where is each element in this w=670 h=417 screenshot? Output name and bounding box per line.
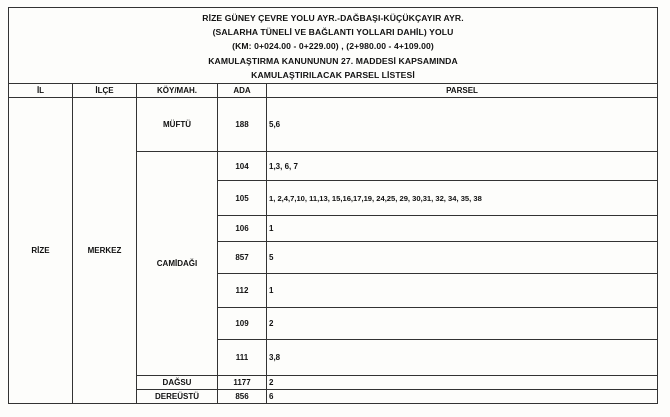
table-header-row: [9, 84, 658, 98]
cell-parsel: 6: [267, 390, 658, 404]
cell-ada: 1177: [218, 376, 267, 390]
cell-village-camidagi: CAMİDAĞI: [137, 152, 218, 376]
cell-parsel: 1, 2,4,7,10, 11,13, 15,16,17,19, 24,25, 29, 30,31, 32, 34, 35, 38: [267, 181, 658, 216]
table-row: [9, 98, 658, 152]
cell-ada: 856: [218, 390, 267, 404]
cell-parsel: 3,8: [267, 340, 658, 376]
parcel-list-document: [8, 7, 658, 404]
cell-ada: 109: [218, 308, 267, 340]
header-ilce: İLÇE: [73, 84, 137, 98]
cell-village-dereustu: DEREÜSTÜ: [137, 390, 218, 404]
cell-parsel: 1: [267, 274, 658, 308]
parcel-table: [8, 83, 658, 404]
cell-parsel: 5: [267, 242, 658, 274]
cell-village-dagsu: DAĞSU: [137, 376, 218, 390]
cell-il: RİZE: [9, 98, 73, 404]
cell-village-muftu: MÜFTÜ: [137, 98, 218, 152]
cell-ada: 105: [218, 181, 267, 216]
cell-parsel: 1: [267, 216, 658, 242]
cell-parsel: 5,6: [267, 98, 658, 152]
title-line-3: (KM: 0+024.00 - 0+229.00) , (2+980.00 - 4+109.00): [232, 41, 434, 52]
cell-ada: 112: [218, 274, 267, 308]
cell-ada: 857: [218, 242, 267, 274]
cell-ilce: MERKEZ: [73, 98, 137, 404]
title-line-5: KAMULAŞTIRILACAK PARSEL LİSTESİ: [251, 69, 415, 80]
title-line-1: RİZE GÜNEY ÇEVRE YOLU AYR.-DAĞBAŞI-KÜÇÜKÇAYIR AYR.: [202, 12, 464, 23]
header-parsel: PARSEL: [267, 84, 658, 98]
header-ada: ADA: [218, 84, 267, 98]
cell-parsel: 2: [267, 376, 658, 390]
header-koy-mah: KÖY/MAH.: [137, 84, 218, 98]
cell-parsel: 2: [267, 308, 658, 340]
cell-ada: 188: [218, 98, 267, 152]
title-line-2: (SALARHA TÜNELİ VE BAĞLANTI YOLLARI DAHİL) YOLU: [212, 27, 454, 38]
cell-parsel: 1,3, 6, 7: [267, 152, 658, 181]
header-il: İL: [9, 84, 73, 98]
cell-ada: 106: [218, 216, 267, 242]
cell-ada: 104: [218, 152, 267, 181]
title-line-4: KAMULAŞTIRMA KANUNUNUN 27. MADDESİ KAPSAMINDA: [208, 55, 458, 66]
document-title-block: [8, 7, 658, 83]
cell-ada: 111: [218, 340, 267, 376]
